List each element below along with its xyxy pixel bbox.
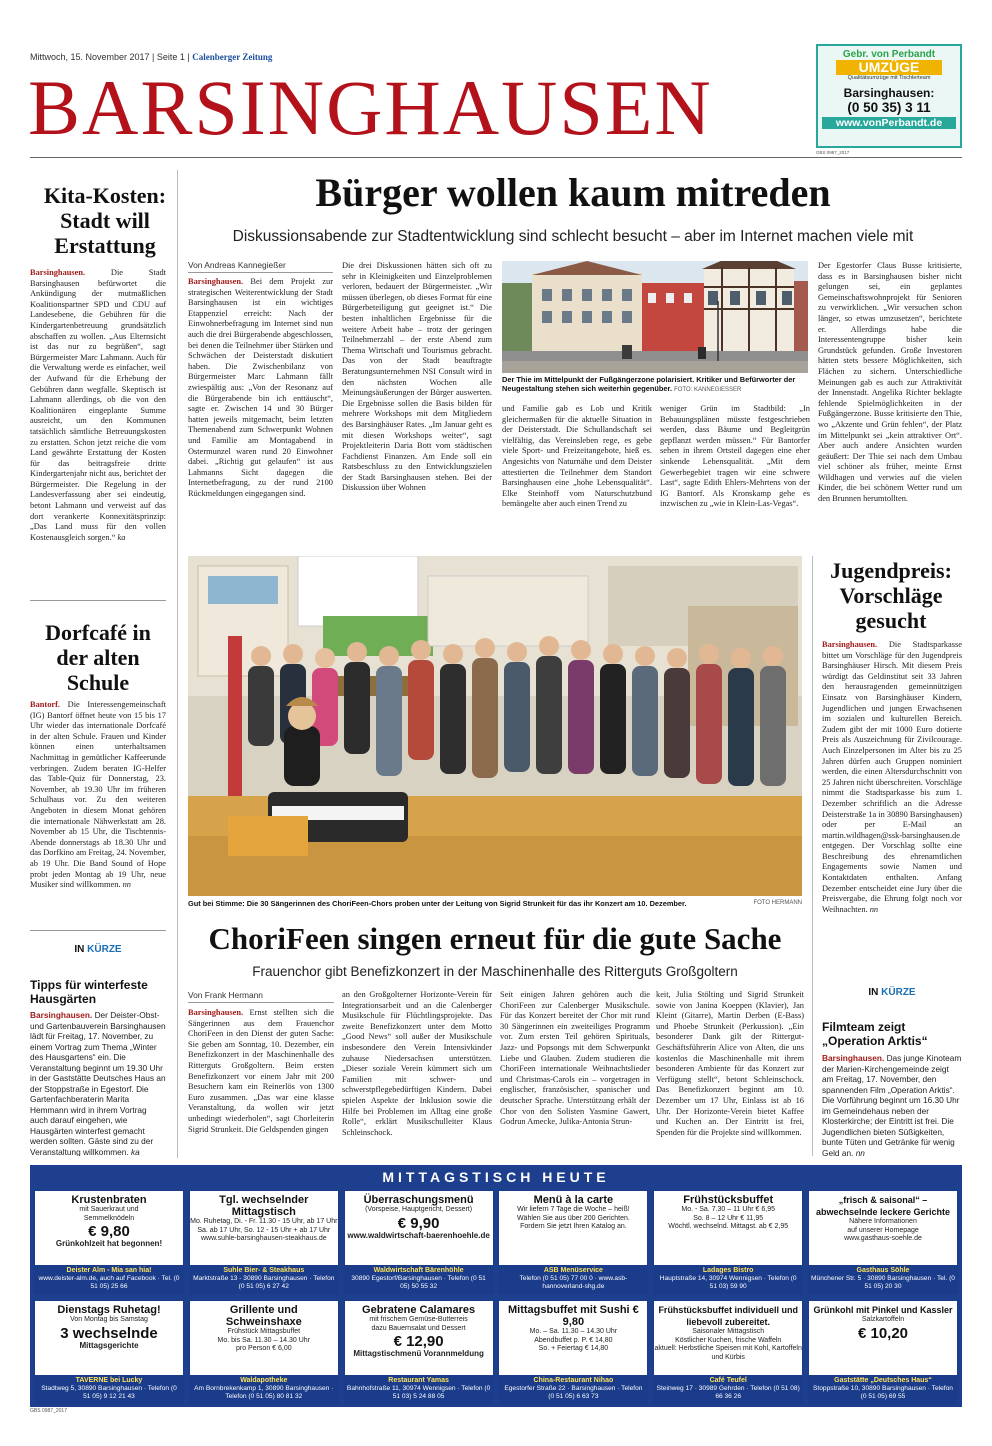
ad-line: Fordern Sie jetzt Ihren Katalog an.	[520, 1223, 627, 1230]
ad-title: Gebratene Calamares	[362, 1304, 476, 1316]
gaerten-dateline: Barsinghausen.	[30, 1010, 93, 1020]
dorfcafe-headline: Dorfcafé in der alten Schule	[45, 620, 151, 695]
ad-footer	[190, 1265, 338, 1293]
ad-title: Krustenbraten	[71, 1194, 147, 1206]
ad-footer-title: Waldwirtschaft Bärenhöhle	[373, 1267, 464, 1274]
ad-title: Grillente und Schweinshaxe	[225, 1304, 302, 1328]
mittag-ad[interactable]	[344, 1190, 494, 1294]
ad-footer-text: Marktstraße 13 - 30890 Barsinghausen · Telefon (0 51 05) 6 27 42	[193, 1275, 335, 1290]
ad-line: mit frischem Gemüse-Butterreis	[369, 1316, 468, 1323]
gaerten-sign: ka	[131, 1146, 140, 1156]
mittag-ad[interactable]	[189, 1300, 339, 1404]
ad-line: Wir liefern 7 Tage die Woche – heiß!	[517, 1206, 630, 1213]
ad-line: Frühstück Mittagsbuffet	[227, 1328, 301, 1335]
ad-line: Wöchtl. wechselnd. Mittagst. ab € 2,95	[668, 1223, 789, 1230]
jugendpreis-dateline: Barsinghausen.	[822, 640, 878, 649]
ad-footer	[345, 1375, 493, 1403]
ad-footer-text: 30890 Egestorf/Barsinghausen · Telefon (0 51 05) 50 55 32	[351, 1275, 486, 1290]
mittag-ad[interactable]	[189, 1190, 339, 1294]
ad-footer-title: Gaststätte „Deutsches Haus“	[834, 1377, 932, 1384]
ad-line: Salzkartoffeln	[861, 1316, 905, 1323]
ad-corner-phone: (0 50 35) 3 11	[847, 100, 931, 115]
ad-price: € 12,90	[393, 1333, 444, 1350]
ad-line: mit Sauerkraut und	[79, 1206, 139, 1213]
filmteam-headline: Filmteam zeigt „Operation Arktis“	[822, 1020, 928, 1048]
lead-col3: und Familie gab es Lob und Kritik gleichermaßen für die aktuelle Situation in der Deisterstadt. Die Schullandschaft sei vielfältig, das Vereinsleben rege, es gebe viele Sport- und Freizeitangebote, hieß es. Angesichts von Naturnähe und dem Deister attestierten die Teilnehmer dem Standort Barsinghausen eine „hohe Lebensqualität“. Elke Steinhoff vom Naturschutzbund bemängelte aber auch einen Trend zu	[502, 404, 652, 509]
ad-footer-title: Suhle Bier- & Steakhaus	[223, 1267, 305, 1274]
kurze-label: KÜRZE	[87, 944, 122, 955]
mittag-ad[interactable]	[653, 1300, 803, 1404]
ad-title: Grünkohl mit Pinkel und Kassler	[813, 1305, 953, 1315]
kita-article	[30, 268, 166, 588]
choir-caption	[188, 899, 802, 908]
ad-title: Frühstücksbuffet individuell und liebevoll zubereitet.	[658, 1305, 798, 1327]
divider	[30, 930, 166, 931]
choir-col3: Seit einigen Jahren gehören auch die ChoriFeen zur Calenberger Musikschule. Für das Konzert bereitet der Chor mit rund 30 Sängerinnen ein zweiteiliges Programm vor. Zum ersten Teil gehören Spirituals, Jazz- und Popsongs mit dem Schwerpunkt Liebe und Glauben. Zudem studieren die ChoriFeen internationale Weihnachtslieder und Christmas-Carols ein – vorgetragen in englischer, französischer, spanischer und deutscher Sprache. Unterstützung erhält der Chor von den Solisten Yasmine Gawert, Godrun Amecke, Julika-Antonia Strun-	[500, 990, 650, 1127]
mittag-ad[interactable]	[653, 1190, 803, 1294]
ad-line: pro Person € 6,00	[235, 1345, 292, 1352]
ad-line: Von Montag bis Samstag	[70, 1316, 148, 1323]
choir-col4: keit, Julia Stölting und Sigrid Strunkeit sowie von Janina Koeppen (Klavier), Jan Kleint (Gitarre), Martin Derben (E-Bass) und Phoebe Strunkeit (Perkussion). „Ein besonderer Dank gilt der Rittergut-Geschäftsführerin Alice von Alten, die uns kostenlos die Maschinenhalle mit ihrem besonderen Ambiente für das Konzert zur Verfügung stellt“, betont Schleinschock. Das Benefizkonzert beginnt am 10. Dezember um 17 Uhr, Einlass ist ab 16 Uhr. Der Horizonte-Verein bietet Kaffee und Kuchen an. Der Eintritt ist frei, Spenden für die Projekte sind willkommen.	[656, 990, 804, 1137]
ad-line: aktuell: Herbstliche Speisen mit Kohl, Kartoffeln und Kürbis	[654, 1345, 802, 1361]
mittag-ad[interactable]	[344, 1300, 494, 1404]
lead-subhead: Diskussionsabende zur Stadtentwicklung sind schlecht besucht – aber im Internet machen viele mit	[232, 228, 914, 245]
ad-line: Sa. ab 17 Uhr, So. 12 - 15 Uhr + ab 17 Uhr	[197, 1226, 331, 1234]
kita-text: Die Stadt Barsinghausen befürwortet die Ankündigung der mutmaßlichen Koalitionspartner SPD und CDU auf Landesebene, die Gebühren für die Kindergartenbetreuung grundsätzlich abschaffen zu wollen. „Aus Elternsicht ist das nur zu begrüßen“, sagt Bürgermeister Marc Lahmann. Auch für die Verwaltung werde es einfacher, weil der Aufwand für die Erhebung der Gebühren dann wegfalle. Skeptisch ist Lahmann allerdings, ob die von den Koalitionären eingeplante Summe ausreicht, um den Kommunen tatsächlich sämtliche Betreuungskosten zu erstatten. Schon jetzt reiche die vom Land gewährte Erstattung der Kosten für das beitragsfreie dritte Kindergartenjahr nicht aus, berichtet der Bürgermeister. Die Regelung in der Landesverfassung aber sei eindeutig, betont Lahmann und verweist auf das dort verankerte Konnexitätsprinzip: „Das Land muss für den vollen Kostenausgleich sorgen.“	[30, 268, 166, 542]
mittagstisch-banner: MITTAGSTISCH HEUTE	[382, 1169, 610, 1185]
lead-col1	[188, 277, 333, 547]
mittag-ad[interactable]	[808, 1300, 958, 1404]
ad-footer-title: TAVERNE bei Lucky	[75, 1377, 143, 1384]
mittag-code: GBS 0987_2017	[30, 1408, 67, 1414]
ad-footer-text: Münchener Str. 5 · 30890 Barsinghausen · Tel. (0 51 05) 20 30	[811, 1275, 955, 1290]
header-rule	[30, 157, 962, 158]
dorfcafe-sign: nn	[122, 880, 131, 890]
choir-credit: FOTO HERMANN	[753, 900, 802, 906]
gaerten-headline: Tipps für winterfeste Hausgärten	[30, 978, 148, 1006]
ad-footer-text: Hauptstraße 14, 30974 Wennigsen · Telefon (0 51 03) 59 90	[659, 1275, 797, 1290]
ad-footer	[499, 1375, 647, 1403]
ad-footer-text: Steinweg 17 · 30989 Gehrden · Telefon (0 51 08) 66 36 26	[656, 1385, 800, 1400]
mittag-ad[interactable]	[808, 1190, 958, 1294]
divider	[30, 600, 166, 601]
ad-line: Wählen Sie aus über 200 Gerichten.	[516, 1214, 630, 1222]
ad-footer-title: Ladages Bistro	[702, 1267, 754, 1274]
ad-footer-text: Stoppstraße 10, 30890 Barsinghausen · Telefon (0 51 05) 69 55	[813, 1385, 953, 1400]
ad-footer-title: ASB Menüservice	[543, 1267, 603, 1274]
mittag-ad[interactable]	[498, 1300, 648, 1404]
ad-line: Mo. Ruhetag, Di. - Fr. 11.30 - 15 Uhr, ab 17 Uhr	[190, 1218, 338, 1225]
lead-col1-text: Bei dem Projekt zur strategischen Weiterentwicklung der Stadt Barsinghausen ist ein wichtiges Etappenziel erreicht: Nach der Einwohnerbefragung im Internet sind nun auch die drei Bürgerabende abgeschlossen, bei denen die Teilnehmer über Stärken und Schwächen der Deisterstadt diskutiert haben. Die Zwischenbilanz von Bürgermeister Marc Lahmann fällt zwiespältig aus: „Von der Resonanz auf die Bürgerabende bin ich enttäuscht“, sagte er. Zwischen 14 und 30 Bürger hatten jeweils mitgemacht, beim letzten Themenabend zum Schwerpunkt Wohnen und Familie am Montagabend in Ostermunzel waren rund 20 Einwohner dabei. „Richtig gut gelaufen“ ist aus Lahmanns Sicht dagegen die Internetbefragung, zu der rund 2100 Rückmeldungen eingegangen sind.	[188, 277, 333, 498]
ad-footer	[35, 1375, 183, 1403]
choir-col1-text: Ernst stellten sich die Sängerinnen aus dem Frauenchor ChoriFeen in den Dienst der guten Sache: Sie geben am Sonntag, 10. Dezember, ein Benefizkonzert in der Maschinenhalle des Ritterguts Großgoltern. Beim ersten Benefizkonzert vor einem Jahr mit 200 Besuchern kam ein Reinerlös von 1300 Euro zusammen. „Das war eine klasse Veranstaltung, da wollen wir jetzt unbedingt wiederholen“, sagt Chorleiterin Sigrid Strunkeit. Die Geldspenden gingen	[188, 1008, 334, 1134]
filmteam-dateline: Barsinghausen.	[822, 1053, 885, 1063]
choir-subhead: Frauenchor gibt Benefizkonzert in der Maschinenhalle des Ritterguts Großgoltern	[252, 964, 738, 979]
ad-line: So. 8 – 12 Uhr € 11,95	[693, 1214, 764, 1222]
ad-footer-text: www.deister-alm.de, auch auf Facebook · Tel. (0 51 05) 25 66	[38, 1275, 180, 1290]
lead-col2: Die drei Diskussionen hätten sich oft zu sehr in Kleinigkeiten und Einzelproblemen verloren, bedauert der Bürgermeister. „Wir müssen überlegen, ob dieses Format für eine Bürgerbeteiligung gut geeignet ist.“ Die besten inhaltlichen Ergebnisse für die weitere Arbeit habe – trotz der geringen Teilnehmerzahl – der erste Abend zum Thema Wirtschaft und Tourismus gebracht. Das von der Stadt beauftragte Beratungsunternehmen NSI Consult wird in den nächsten Wochen alle Meinungsäußerungen der Bürger auswerten. Die Ergebnisse sollen die Basis bilden für mehrere Workshops mit dem Mitgliedern des Barsinghäuser Rates. „Im Januar geht es mit diesen Workshops weiter“, sagt Projektleiterin Daria Bott vom städtischen Fachdienst Finanzen. Am Ende soll ein Ratsbeschluss zu den Entwicklungszielen der Stadt Barsinghausen stehen. Bei der Diskussion über Wohnen	[342, 261, 492, 493]
ad-footer-text: Bahnhofstraße 11, 30974 Wennigsen · Telefon (0 51 03) 5 24 88 05	[346, 1385, 491, 1400]
ad-code: GBS 0987_2017	[816, 150, 850, 155]
thie-photo	[502, 261, 808, 373]
ad-footer-text: Egestorfer Straße 22 · Barsinghausen · Telefon (0 51 05) 6 63 73	[504, 1385, 643, 1400]
ad-footer	[35, 1265, 183, 1293]
in-kurze-label-left	[30, 944, 166, 955]
thie-credit: FOTO: KANNEGIESSER	[674, 387, 742, 393]
ad-footer-title: Gasthaus Söhle	[856, 1267, 910, 1274]
ad-footer	[809, 1265, 957, 1293]
ad-title: Mittagsbuffet mit Sushi € 9,80	[508, 1304, 639, 1328]
choir-dateline: Barsinghausen.	[188, 1008, 244, 1017]
mittag-ad[interactable]	[498, 1190, 648, 1294]
ad-line: www.suhle-barsinghausen-steakhaus.de	[200, 1235, 327, 1242]
ad-footer-title: China-Restaurant Nihao	[533, 1377, 614, 1384]
ad-line: Abendbuffet p. P. € 14,80	[534, 1336, 613, 1344]
ad-footer-text: Stadtweg 5, 30890 Barsinghausen · Telefon (0 51 05) 9 12 21 43	[41, 1385, 177, 1400]
ad-footer	[499, 1265, 647, 1293]
ad-title: Überraschungsmenü	[363, 1194, 474, 1206]
date-text: Mittwoch, 15. November 2017 | Seite 1 |	[30, 52, 190, 62]
lead-dateline: Barsinghausen.	[188, 277, 244, 286]
jugendpreis-article	[822, 640, 962, 980]
ad-corner-url: www.vonPerbandt.de	[822, 117, 956, 129]
ad-footer	[809, 1375, 957, 1403]
choir-caption-text: Gut bei Stimme: Die 30 Sängerinnen des ChoriFeen-Chors proben unter der Leitung von Sigrid Strunkeit für das ihr Konzert am 10. Dezember.	[188, 899, 687, 908]
jugendpreis-sign: nn	[869, 904, 879, 914]
ad-price: € 9,90	[397, 1214, 440, 1232]
ad-title: Menü à la carte	[533, 1194, 614, 1206]
thie-caption-text: Der Thie im Mittelpunkt der Fußgängerzone polarisiert. Kritiker und Befürworter der Neugestaltung stehen sich weiterhin gegenüber.	[502, 375, 796, 393]
dateline	[30, 52, 272, 62]
ad-footer-text: Am Bornbrekenkamp 1, 30890 Barsinghausen · Telefon (0 51 05) 80 81 32	[194, 1385, 334, 1400]
in-label: IN	[868, 987, 879, 998]
dorfcafe-dateline: Bantorf.	[30, 700, 61, 709]
ad-footer	[190, 1375, 338, 1403]
ad-title: Tgl. wechselnder Mittagstisch	[219, 1194, 309, 1218]
ad-line: Mo. - Sa. 7.30 – 11 Uhr € 6,95	[681, 1206, 776, 1213]
filmteam-sign: nn	[855, 1147, 865, 1158]
kita-sign: ka	[117, 532, 126, 542]
ad-line: Nähere Informationen	[849, 1218, 917, 1225]
ad-extra: Mittagstischmenü Vorannmeldung	[353, 1349, 484, 1358]
ad-line: Semmelknödeln	[83, 1214, 135, 1222]
kita-dateline: Barsinghausen.	[30, 268, 86, 277]
ad-footer-text: Telefon (0 51 05) 77 00 0 · www.asb-hannoverland-shg.de	[519, 1275, 628, 1290]
choir-headline: ChoriFeen singen erneut für die gute Sache	[208, 921, 782, 956]
ad-title: Dienstags Ruhetag!	[57, 1304, 161, 1316]
ad-footer	[345, 1265, 493, 1293]
ad-extra: Grünkohlzeit hat begonnen!	[55, 1239, 163, 1248]
ad-line: Mo. – Sa. 11.30 – 14.30 Uhr	[529, 1328, 618, 1335]
ad-corner-line1: Gebr. von Perbandt	[842, 49, 936, 60]
ad-corner-umzuege[interactable]	[816, 44, 962, 148]
dorfcafe-article	[30, 700, 166, 922]
gaerten-text: Der Deister-Obst- und Gartenbauverein Barsinghausen lädt für Freitag, 17. November, zu einem Vortrag zum Thema „Winter des Hausgartens“ ein. Die Veranstaltung beginnt um 19.30 Uhr in der Gaststätte Deutsches Haus an der Stoppstraße in Egestorf. Die Gartenfachberaterin Marita Hemmann wird in ihrem Vortrag auch darauf eingehen, wie Hausgärten winterfest gemacht werden sollten. Gäste sind zu der Veranstaltung willkommen.	[30, 1010, 166, 1156]
ad-footer-title: Restaurant Yamas	[388, 1377, 449, 1384]
mittagstisch-grid	[34, 1190, 958, 1404]
ad-line: www.gasthaus-soehle.de	[844, 1235, 922, 1242]
lead-byline: Von Andreas Kannegießer	[188, 260, 333, 273]
kita-headline: Kita-Kosten: Stadt will Erstattung	[43, 183, 167, 258]
ad-price: 3 wechselnde	[60, 1324, 158, 1342]
ad-footer-title: Deister Alm - Mia san hia!	[66, 1267, 152, 1274]
choir-byline: Von Frank Hermann	[188, 990, 334, 1003]
ad-footer-title: Waldapotheke	[240, 1377, 288, 1384]
ad-title: „frisch & saisonal“ – abwechselnde leckere Gerichte	[815, 1195, 951, 1217]
filmteam-article	[822, 1053, 962, 1158]
ad-line: (Vorspeise, Hauptgericht, Dessert)	[365, 1206, 473, 1213]
paper-name: Calenberger Zeitung	[192, 52, 273, 62]
lead-headline: Bürger wollen kaum mitreden	[315, 170, 831, 215]
ad-title: Frühstücksbuffet	[683, 1194, 774, 1206]
ad-corner-tag: Qualitätsumzüge mit Tischlerteam	[847, 75, 931, 81]
mittag-ad[interactable]	[34, 1300, 184, 1404]
mittag-ad[interactable]	[34, 1190, 184, 1294]
ad-line: auf unserer Homepage	[847, 1226, 919, 1234]
gaerten-article	[30, 1010, 166, 1156]
ad-extra: Mittagsgerichte	[79, 1340, 139, 1350]
ad-line: dazu Bauernsalat und Dessert	[371, 1324, 466, 1332]
ad-price: € 10,20	[857, 1324, 909, 1342]
ad-corner-city: Barsinghausen:	[843, 86, 935, 100]
in-kurze-label-right	[822, 987, 962, 998]
column-rule-left	[177, 170, 178, 1158]
jugendpreis-text: Die Stadtsparkasse bittet um Vorschläge für den Jugendpreis Barsinghäuser Hirsch. Mit diesem Preis würdigt das Geldinstitut seit 33 Jahren den herausragenden gemeinnützigen Einsatz von Barsinghäuser Kindern, Jugendlichen und jungen Erwachsenen im sozialen und kulturellen Bereich. Zudem gibt der mit 1000 Euro dotierte Preis als Auszeichnung für Zivilcourage. Auch Einzelpersonen im Alter bis zu 25 Jahren dürfen auch Gruppen nominiert werden, die einen Altersdurchschnitt von 25 Jahren nicht überschreiten. Vorschläge nimmt die Stadtsparkasse bis zum 1. Dezember schriftlich an die Adresse Deisterstraße 1a in 30890 Barsinghausen) oder per E-Mail an martin.wildhagen@ssk-barsinghausen.de entgegen. Der Vorschlag sollte eine Beschreibung des ehrenamtlichen Engagements sowie Namen und Kontaktdaten enthalten. Anfang Dezember entscheidet eine Jury über die Preisvergabe, die Ehrung folgt noch vor Weihnachten.	[822, 640, 962, 914]
masthead: BARSINGHAUSEN	[28, 64, 713, 151]
ad-extra: www.waldwirtschaft-baerenhoehle.de	[347, 1230, 490, 1240]
choir-col2: an den Großgolterner Horizonte-Verein für Integrationsarbeit und an die Calenberger Musikschule für Flüchtlingsprojekte. Das zweite Benefizkonzert unter dem Motto „Good News“ soll außer der Musikschule insbesondere den Verein Intensivkinder zuhause Niedersachsen unterstützen. „Dieser soziale Verein kümmert sich um Familien mit schwer- und schwerstpflegebedürftigen Kindern. Dabei spielen Aspekte der Inklusion sowie die Hilfe bei Problemen im Alltag eine große Rolle“, erklärt Musikschulleiter Klaus Schleinschock.	[342, 990, 492, 1137]
ad-line: So. + Feiertag € 14,80	[538, 1345, 609, 1352]
ad-footer-title: Café Teufel	[709, 1377, 747, 1384]
ad-line: Saisonaler Mittagstisch	[692, 1328, 765, 1335]
in-label: IN	[74, 944, 85, 955]
filmteam-text: Das junge Kinoteam der Marien-Kirchengemeinde zeigt am Freitag, 17. November, den spannenden Film „Operation Arktis“. Die Vorführung beginnt um 16.30 Uhr im Gemeindehaus neben der Klosterkirche; der Eintritt ist frei. Die Jugendlichen bieten Süßigkeiten, bunte Tüten und Getränke für wenig Geld an.	[822, 1053, 962, 1158]
lead-col4: weniger Grün im Stadtbild: „In Bebauungsplänen müsste festgeschrieben werden, dass Bäume und Begleitgrün gepflanzt werden müssen.“ Für Bantorfer sehen in ihrem Ortsteil dagegen eine eher sinkende Lebensqualität. „Mit dem Gewerbegebiet tragen wir eine schwere Last“, sagte Edith Ehlers-Mehrtens von der IG Bantorf. Als Kronskamp gehe es inzwischen zu „wie in Klein-Las-Vegas“.	[660, 404, 810, 509]
ad-footer	[654, 1265, 802, 1293]
ad-line: Mo. bis Sa. 11.30 – 14.30 Uhr	[217, 1336, 311, 1344]
kurze-label: KÜRZE	[881, 987, 916, 998]
column-rule-right	[812, 556, 813, 1156]
ad-footer	[654, 1375, 802, 1403]
choir-photo	[188, 556, 802, 896]
jugendpreis-headline: Jugendpreis: Vorschläge gesucht	[830, 558, 952, 633]
dorfcafe-text: Die Interessengemeinschaft (IG) Bantorf öffnet heute von 15 bis 17 Uhr wieder das internationale Dorfcafé in der alten Schule. Frauen und Kinder können einen unterhaltsamen Nachmittag in gemütlicher Kaffeerunde verbringen. Zudem beraten IG-Helfer das Table-Quiz für Donnerstag, 23. November, ab 19.30 Uhr im früheren Schulhaus vor. Zu den weiteren Angeboten in diesem Monat gehören die internationale Nähwerkstatt am 28. November ab 15 Uhr, die Tischtennis-Abende donnerstags ab 18.30 Uhr und das Dorfkino am Freitag, 24. November, ab 19 Uhr. Die Band Sound of Hope probt jeden Montag ab 19 Uhr, neue Musiker sind willkommen.	[30, 700, 166, 890]
ad-line: Köstlicher Kuchen, frische Waffeln	[675, 1336, 782, 1344]
ad-price: € 9,80	[88, 1223, 130, 1240]
ad-corner-line2: UMZÜGE	[836, 60, 942, 75]
choir-col1	[188, 1008, 334, 1158]
lead-col5: Der Egestorfer Claus Busse kritisierte, dass es in Barsinghausen bisher nicht gelungen sei, ein geplantes Gemeinschaftswohnprojekt für Senioren zu verwirklichen. „Wir versuchen schon länger, so etwas umzusetzen“, berichtete er. Allerdings habe die Interessentengruppe bisher kein Grundstück gefunden. Große Investoren hätten stets bessere Möglichkeiten, sich Flächen zu sichern. Unterschiedliche Meinungen gab es auch zur Attraktivität der Innenstadt. Angelika Richter beklagte fehlende Spielmöglichkeiten in der Fußgängerzone. Busse kritisierte den Thie, wo „Akzente und Grün fehlen“, der Platz im Mittelpunkt sei „kein attraktiver Ort“. Aber auch andere Ansichten wurden geäußert: Der Thie sei nach dem Umbau viel schöner als früher, meinte Ernst Wildhagen und verwies auf die vielen Kinder, die bei schönem Wetter rund um den Brunnen herumtollten.	[818, 261, 962, 504]
thie-caption	[502, 375, 808, 395]
